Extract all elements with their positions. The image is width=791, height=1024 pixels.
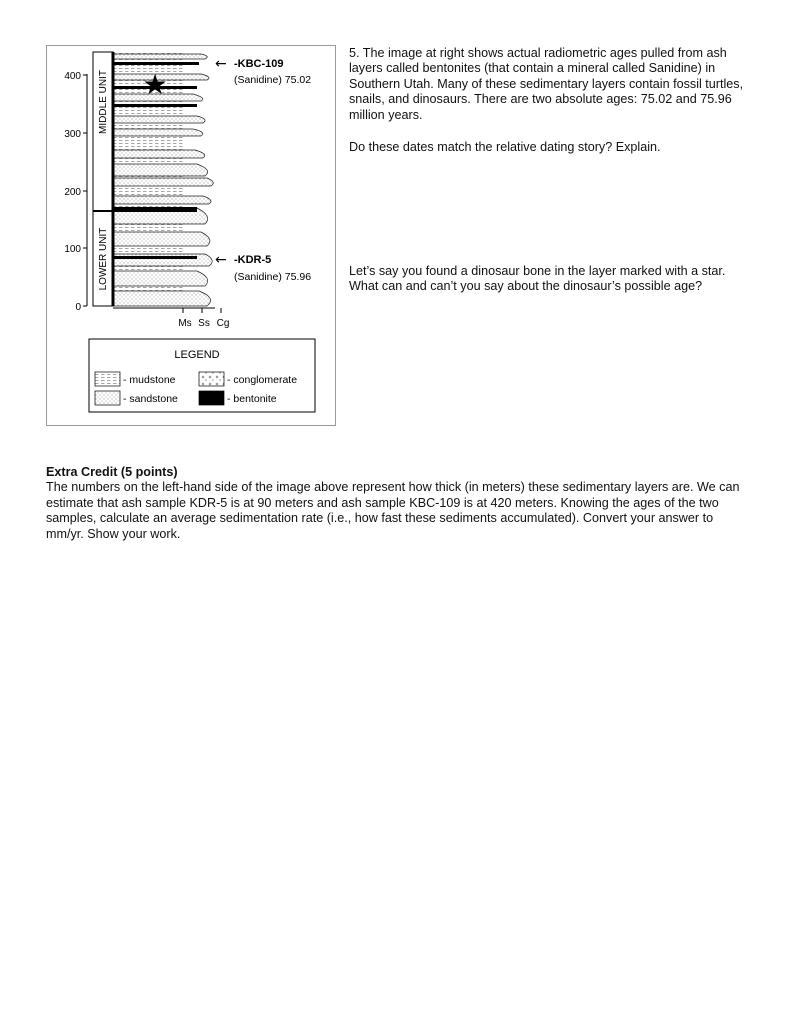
- question-5-followup: Let’s say you found a dinosaur bone in the layer marked with a star. What can and can’t you say about the dinosaur’s possible age?: [349, 264, 726, 294]
- legend-swatch-sandstone: [95, 391, 120, 405]
- kdr-sample-id: -KDR-5: [234, 254, 272, 266]
- legend-title: LEGEND: [174, 349, 220, 361]
- grain-label-ms: Ms: [178, 318, 192, 329]
- grain-label-ss: Ss: [198, 318, 210, 329]
- legend-swatch-conglomerate: [199, 372, 224, 386]
- legend-swatch-mudstone: [95, 372, 120, 386]
- kdr-sample-age: (Sanidine) 75.96: [234, 271, 312, 283]
- grain-label-cg: Cg: [216, 318, 230, 329]
- kdr-arrow-icon: ←: [215, 252, 227, 268]
- question-5-prompt: Do these dates match the relative dating story? Explain.: [349, 140, 661, 154]
- legend-label-mudstone: - mudstone: [123, 374, 176, 386]
- question-5-intro: 5. The image at right shows actual radiometric ages pulled from ash layers called bentonites (that contain a mineral called Sanidine) in Southern Utah. Many of these sedimentary layers contain fossil turtles, snails, and dinosaurs. There are two absolute ages: 75.02 and 75.96 million years.: [349, 46, 744, 122]
- y-tick-label-100: 100: [64, 244, 81, 255]
- y-tick-label-400: 400: [64, 71, 81, 82]
- y-tick-label-200: 200: [64, 187, 81, 198]
- legend-label-conglomerate: - conglomerate: [227, 374, 298, 386]
- legend-swatch-bentonite: [199, 391, 224, 405]
- star-marker: ★: [142, 68, 168, 101]
- extra-credit-section: [46, 465, 746, 542]
- column-svg: [47, 46, 335, 425]
- stratigraphic-column-figure: [46, 45, 336, 426]
- extra-credit-body: The numbers on the left-hand side of the image above represent how thick (in meters) these sedimentary layers are. We can estimate that ash sample KDR-5 is at 90 meters and ash sample KBC-109 is at 420 meters. Knowing the ages of the two samples, calculate an average sedimentation rate (i.e., how fast these sediments accumulated). Convert your answer to mm/yr. Show your work.: [46, 480, 740, 541]
- legend: [89, 339, 315, 412]
- legend-label-bentonite: - bentonite: [227, 393, 277, 405]
- y-tick-label-0: 0: [75, 302, 81, 313]
- middle-unit-label: MIDDLE UNIT: [98, 70, 109, 134]
- y-tick-label-300: 300: [64, 129, 81, 140]
- kbc-arrow-icon: ←: [215, 56, 227, 72]
- legend-label-sandstone: - sandstone: [123, 393, 178, 405]
- kbc-sample-age: (Sanidine) 75.02: [234, 74, 312, 86]
- extra-credit-heading: Extra Credit (5 points): [46, 465, 178, 479]
- kbc-sample-id: -KBC-109: [234, 58, 284, 70]
- lower-unit-label: LOWER UNIT: [98, 227, 109, 291]
